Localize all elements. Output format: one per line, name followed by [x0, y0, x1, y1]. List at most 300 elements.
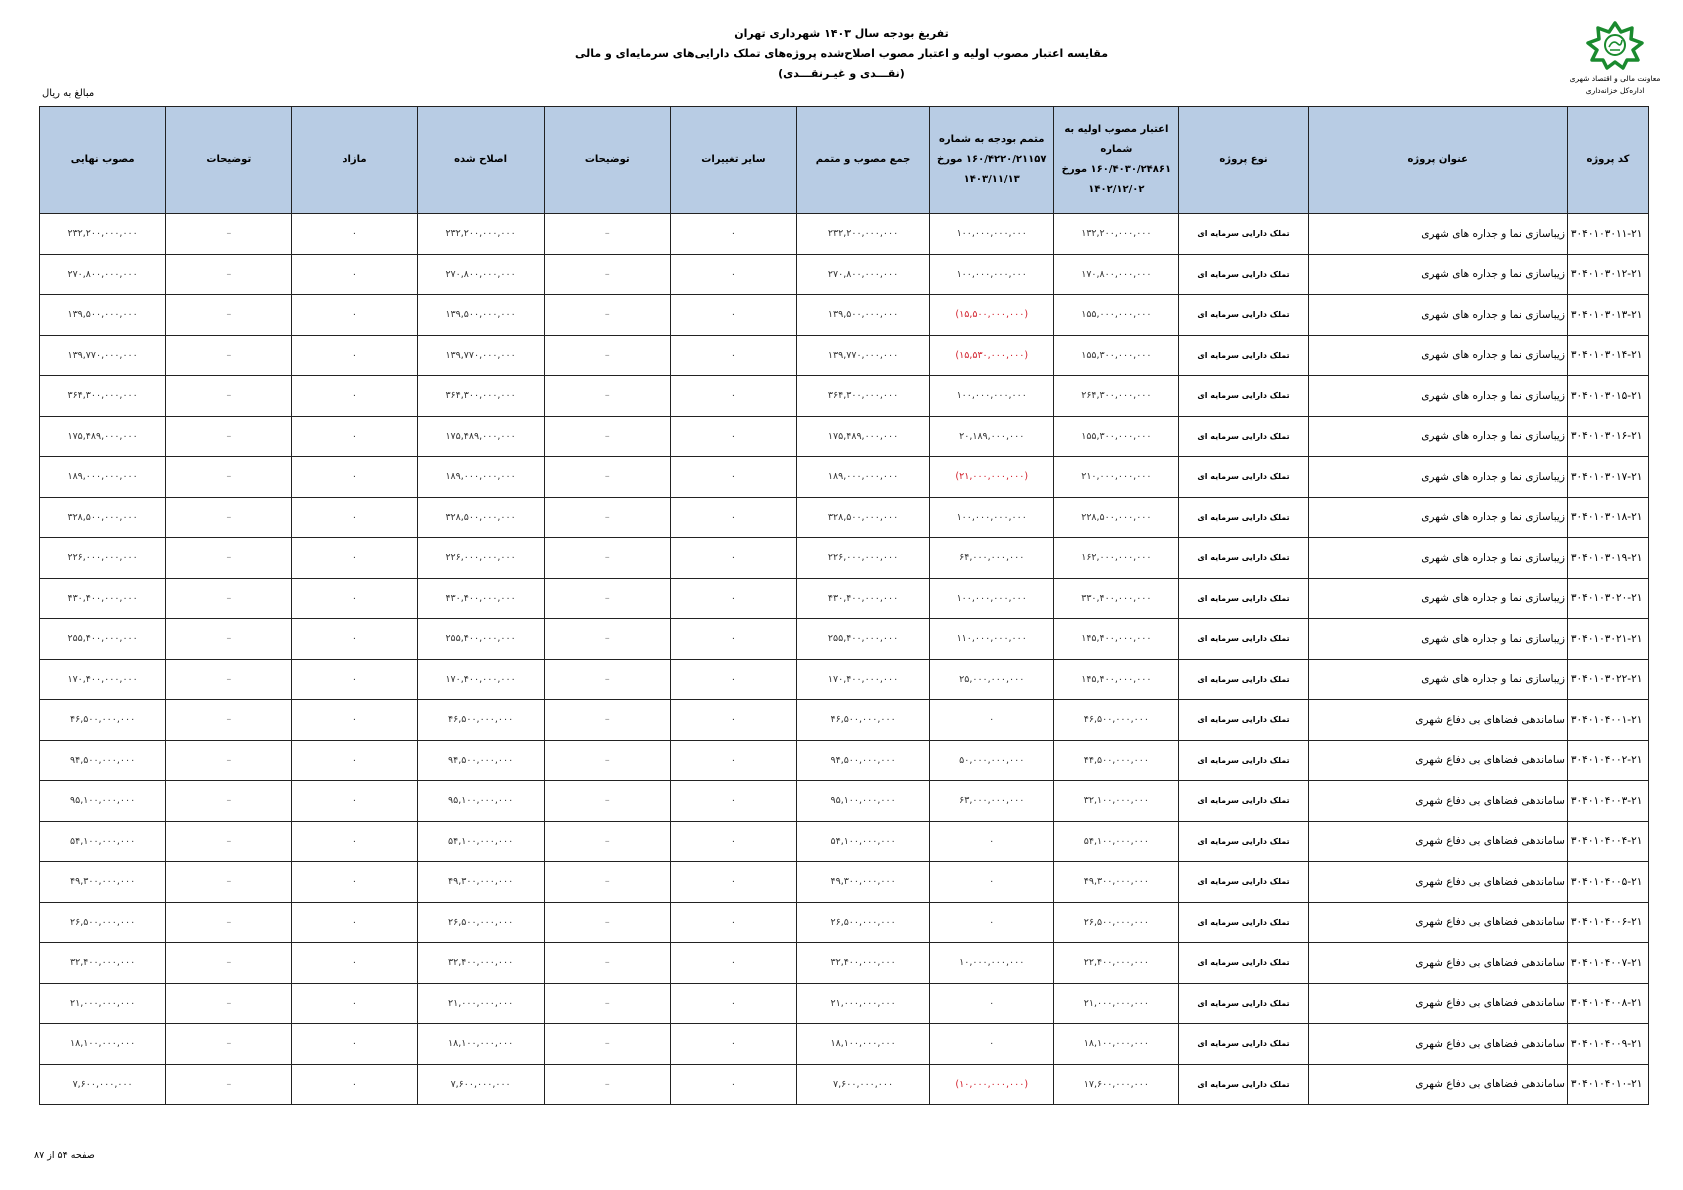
cell-surplus [292, 376, 417, 417]
project-title-value: ساماندهی فضاهای بی دفاع شهری [1415, 1078, 1565, 1091]
cell-other-changes [670, 254, 796, 295]
cell-notes [544, 659, 670, 700]
supplement-value: ۶۳,۰۰۰,۰۰۰,۰۰۰ [959, 795, 1025, 807]
table-row [40, 781, 1649, 822]
table-row [40, 943, 1649, 984]
surplus-value: ۰ [351, 228, 358, 240]
cell-approved-plus-supplement [797, 335, 930, 376]
final-approved-value: ۴۳۰,۴۰۰,۰۰۰,۰۰۰ [67, 592, 138, 604]
cell-project-title [1308, 862, 1567, 903]
surplus-value: ۰ [351, 916, 358, 928]
cell-project-code [1567, 943, 1648, 984]
logo-line-1: معاونت مالی و اقتصاد شهری [1569, 74, 1661, 83]
cell-other-changes [670, 295, 796, 336]
column-header-line: ۱۴۰۲/۱۲/۰۲ [1088, 184, 1145, 195]
notes-value: – [604, 957, 610, 969]
cell-surplus [292, 497, 417, 538]
cell-notes-2 [166, 335, 292, 376]
project-code-value: ۳۰۴۰۱۰۳۰۱۷-۲۱ [1570, 470, 1643, 483]
other-changes-value: ۰ [730, 633, 736, 645]
cell-final-approved [40, 376, 166, 417]
cell-other-changes [670, 1024, 796, 1065]
cell-initial-approved [1054, 781, 1179, 822]
column-header-other-changes: سایر تغییرات [670, 107, 796, 214]
cell-notes [544, 1064, 670, 1105]
notes-value: – [604, 511, 610, 523]
cell-notes [544, 376, 670, 417]
supplement-value: ۱۰,۰۰۰,۰۰۰,۰۰۰ [959, 957, 1025, 969]
approved-plus-supplement-value: ۱۷۰,۴۰۰,۰۰۰,۰۰۰ [827, 673, 899, 685]
notes-2-value: – [226, 633, 232, 645]
cell-project-type [1179, 821, 1308, 862]
cell-project-type [1179, 376, 1308, 417]
cell-project-type [1179, 1064, 1308, 1105]
cell-notes-2 [166, 457, 292, 498]
cell-surplus [292, 983, 417, 1024]
initial-approved-value: ۱۷,۶۰۰,۰۰۰,۰۰۰ [1083, 1078, 1149, 1090]
cell-other-changes [670, 700, 796, 741]
cell-surplus [292, 578, 417, 619]
cell-notes [544, 578, 670, 619]
supplement-value: ۱۰۰,۰۰۰,۰۰۰,۰۰۰ [956, 390, 1027, 402]
surplus-value: ۰ [351, 835, 358, 847]
cell-other-changes [670, 497, 796, 538]
notes-value: – [604, 228, 610, 240]
table-header-row [40, 107, 1649, 214]
cell-project-code [1567, 376, 1648, 417]
notes-2-value: – [226, 1078, 232, 1090]
cell-supplement [930, 821, 1054, 862]
cell-other-changes [670, 781, 796, 822]
project-code-value: ۳۰۴۰۱۰۴۰۰۴-۲۱ [1570, 835, 1643, 848]
cell-project-type [1179, 740, 1308, 781]
surplus-value: ۰ [351, 390, 358, 402]
other-changes-value: ۰ [730, 754, 736, 766]
cell-project-title [1308, 538, 1567, 579]
cell-notes-2 [166, 659, 292, 700]
cell-notes [544, 619, 670, 660]
table-row [40, 821, 1649, 862]
final-approved-value: ۲۶,۵۰۰,۰۰۰,۰۰۰ [70, 916, 136, 928]
notes-2-value: – [226, 511, 232, 523]
cell-approved-plus-supplement [797, 1064, 930, 1105]
cell-approved-plus-supplement [797, 295, 930, 336]
cell-amended [417, 538, 544, 579]
cell-supplement [930, 1024, 1054, 1065]
currency-unit-note: مبالغ به ریال [42, 88, 95, 99]
approved-plus-supplement-value: ۲۲۶,۰۰۰,۰۰۰,۰۰۰ [827, 552, 899, 564]
budget-comparison-table [39, 106, 1649, 1105]
cell-approved-plus-supplement [797, 943, 930, 984]
initial-approved-value: ۱۵۵,۰۰۰,۰۰۰,۰۰۰ [1081, 309, 1152, 321]
cell-notes [544, 416, 670, 457]
cell-amended [417, 781, 544, 822]
approved-plus-supplement-value: ۹۴,۵۰۰,۰۰۰,۰۰۰ [830, 754, 896, 766]
supplement-value: ۱۰۰,۰۰۰,۰۰۰,۰۰۰ [956, 511, 1027, 523]
project-title-value: زیباسازی نما و جداره های شهری [1421, 673, 1565, 686]
project-type-value: تملک دارایی سرمایه ای [1197, 836, 1290, 846]
table-row [40, 497, 1649, 538]
municipality-logo [1560, 20, 1670, 95]
surplus-value: ۰ [351, 592, 358, 604]
column-header-notes-2: توضیحات [166, 107, 292, 214]
approved-plus-supplement-value: ۴۹,۳۰۰,۰۰۰,۰۰۰ [830, 876, 896, 888]
table-row [40, 416, 1649, 457]
cell-notes [544, 214, 670, 255]
cell-approved-plus-supplement [797, 578, 930, 619]
table-row [40, 538, 1649, 579]
initial-approved-value: ۲۶۴,۳۰۰,۰۰۰,۰۰۰ [1081, 390, 1152, 402]
cell-approved-plus-supplement [797, 497, 930, 538]
surplus-value: ۰ [351, 876, 358, 888]
final-approved-value: ۲۷۰,۸۰۰,۰۰۰,۰۰۰ [67, 268, 138, 280]
project-title-value: ساماندهی فضاهای بی دفاع شهری [1415, 997, 1565, 1010]
cell-supplement [930, 659, 1054, 700]
initial-approved-value: ۳۳۰,۴۰۰,۰۰۰,۰۰۰ [1081, 592, 1152, 604]
cell-notes [544, 1024, 670, 1065]
initial-approved-value: ۴۴,۵۰۰,۰۰۰,۰۰۰ [1083, 754, 1149, 766]
cell-notes-2 [166, 983, 292, 1024]
cell-notes [544, 902, 670, 943]
project-type-value: تملک دارایی سرمایه ای [1197, 796, 1290, 806]
cell-final-approved [40, 659, 166, 700]
project-title-value: زیباسازی نما و جداره های شهری [1421, 470, 1565, 483]
table-row [40, 902, 1649, 943]
cell-initial-approved [1054, 335, 1179, 376]
supplement-value: ۲۵,۰۰۰,۰۰۰,۰۰۰ [959, 673, 1025, 685]
cell-project-title [1308, 781, 1567, 822]
amended-value: ۱۷۰,۴۰۰,۰۰۰,۰۰۰ [445, 673, 516, 685]
notes-value: – [604, 1038, 610, 1050]
project-code-value: ۳۰۴۰۱۰۴۰۱۰-۲۱ [1570, 1078, 1643, 1091]
cell-supplement [930, 740, 1054, 781]
supplement-value: ۰ [989, 714, 995, 726]
notes-value: – [604, 754, 610, 766]
other-changes-value: ۰ [730, 997, 736, 1009]
cell-project-title [1308, 214, 1567, 255]
column-header-approved-plus-supplement: جمع مصوب و متمم [797, 107, 930, 214]
surplus-value: ۰ [351, 795, 358, 807]
cell-supplement [930, 214, 1054, 255]
supplement-value: (۱۵,۵۳۰,۰۰۰,۰۰۰) [955, 349, 1029, 361]
cell-amended [417, 862, 544, 903]
cell-project-type [1179, 781, 1308, 822]
cell-project-type [1179, 335, 1308, 376]
cell-notes-2 [166, 781, 292, 822]
cell-notes-2 [166, 700, 292, 741]
column-header-line: ۱۴۰۳/۱۱/۱۳ [963, 174, 1020, 185]
cell-amended [417, 943, 544, 984]
cell-project-type [1179, 214, 1308, 255]
cell-project-code [1567, 214, 1648, 255]
cell-amended [417, 1064, 544, 1105]
cell-other-changes [670, 214, 796, 255]
other-changes-value: ۰ [730, 835, 736, 847]
column-header-initial-approved [1054, 107, 1179, 214]
initial-approved-value: ۱۳۲,۲۰۰,۰۰۰,۰۰۰ [1081, 228, 1152, 240]
cell-project-title [1308, 983, 1567, 1024]
cell-project-title [1308, 497, 1567, 538]
project-code-value: ۳۰۴۰۱۰۳۰۲۰-۲۱ [1570, 592, 1643, 605]
table-row [40, 740, 1649, 781]
notes-value: – [604, 1078, 610, 1090]
amended-value: ۲۵۵,۴۰۰,۰۰۰,۰۰۰ [445, 633, 516, 645]
cell-supplement [930, 457, 1054, 498]
amended-value: ۱۳۹,۵۰۰,۰۰۰,۰۰۰ [445, 309, 516, 321]
project-code-value: ۳۰۴۰۱۰۴۰۰۲-۲۱ [1570, 754, 1643, 767]
column-header-line: متمم بودجه به شماره [938, 134, 1045, 145]
other-changes-value: ۰ [730, 592, 736, 604]
project-title-value: زیباسازی نما و جداره های شهری [1421, 511, 1565, 524]
cell-notes-2 [166, 254, 292, 295]
cell-surplus [292, 254, 417, 295]
other-changes-value: ۰ [730, 673, 736, 685]
cell-surplus [292, 700, 417, 741]
cell-approved-plus-supplement [797, 700, 930, 741]
approved-plus-supplement-value: ۴۳۰,۴۰۰,۰۰۰,۰۰۰ [827, 592, 899, 604]
final-approved-value: ۱۷۰,۴۰۰,۰۰۰,۰۰۰ [67, 673, 138, 685]
cell-final-approved [40, 578, 166, 619]
surplus-value: ۰ [351, 714, 358, 726]
cell-notes-2 [166, 740, 292, 781]
amended-value: ۴۳۰,۴۰۰,۰۰۰,۰۰۰ [445, 592, 516, 604]
cell-project-type [1179, 659, 1308, 700]
cell-amended [417, 295, 544, 336]
cell-surplus [292, 821, 417, 862]
initial-approved-value: ۲۱۰,۰۰۰,۰۰۰,۰۰۰ [1081, 471, 1152, 483]
logo-line-2: اداره‌کل خزانه‌داری [1585, 86, 1645, 95]
notes-value: – [604, 471, 610, 483]
cell-notes-2 [166, 862, 292, 903]
page-number: صفحه ۵۴ از ۸۷ [34, 1150, 95, 1161]
cell-approved-plus-supplement [797, 457, 930, 498]
cell-notes [544, 943, 670, 984]
cell-other-changes [670, 457, 796, 498]
table-row [40, 295, 1649, 336]
approved-plus-supplement-value: ۲۳۲,۲۰۰,۰۰۰,۰۰۰ [827, 228, 899, 240]
surplus-value: ۰ [351, 673, 358, 685]
cell-surplus [292, 659, 417, 700]
project-type-value: تملک دارایی سرمایه ای [1197, 877, 1290, 887]
other-changes-value: ۰ [730, 916, 736, 928]
cell-project-type [1179, 1024, 1308, 1065]
final-approved-value: ۲۲۶,۰۰۰,۰۰۰,۰۰۰ [67, 552, 138, 564]
cell-amended [417, 821, 544, 862]
surplus-value: ۰ [351, 1078, 358, 1090]
cell-surplus [292, 538, 417, 579]
cell-surplus [292, 335, 417, 376]
notes-value: – [604, 916, 610, 928]
supplement-value: ۱۱۰,۰۰۰,۰۰۰,۰۰۰ [956, 633, 1027, 645]
cell-project-code [1567, 1024, 1648, 1065]
cell-notes [544, 740, 670, 781]
cell-project-code [1567, 1064, 1648, 1105]
cell-approved-plus-supplement [797, 862, 930, 903]
cell-initial-approved [1054, 619, 1179, 660]
cell-project-title [1308, 295, 1567, 336]
project-title-value: ساماندهی فضاهای بی دفاع شهری [1415, 794, 1565, 807]
notes-2-value: – [226, 1038, 232, 1050]
table-row [40, 335, 1649, 376]
cell-project-title [1308, 335, 1567, 376]
final-approved-value: ۵۴,۱۰۰,۰۰۰,۰۰۰ [70, 835, 136, 847]
amended-value: ۴۶,۵۰۰,۰۰۰,۰۰۰ [448, 714, 514, 726]
approved-plus-supplement-value: ۱۷۵,۴۸۹,۰۰۰,۰۰۰ [827, 430, 899, 442]
cell-project-code [1567, 862, 1648, 903]
other-changes-value: ۰ [730, 795, 736, 807]
final-approved-value: ۲۵۵,۴۰۰,۰۰۰,۰۰۰ [67, 633, 138, 645]
cell-surplus [292, 619, 417, 660]
final-approved-value: ۳۶۴,۳۰۰,۰۰۰,۰۰۰ [67, 390, 138, 402]
other-changes-value: ۰ [730, 714, 736, 726]
column-header-line: ۱۶۰/۴۲۲۰/۲۱۱۵۷ مورخ [937, 154, 1047, 165]
cell-amended [417, 902, 544, 943]
cell-other-changes [670, 902, 796, 943]
cell-approved-plus-supplement [797, 902, 930, 943]
cell-supplement [930, 578, 1054, 619]
cell-notes [544, 457, 670, 498]
column-header-amended: اصلاح شده [417, 107, 544, 214]
notes-2-value: – [226, 876, 232, 888]
project-title-value: زیباسازی نما و جداره های شهری [1421, 551, 1565, 564]
cell-project-title [1308, 254, 1567, 295]
cell-notes [544, 497, 670, 538]
cell-final-approved [40, 1024, 166, 1065]
cell-other-changes [670, 862, 796, 903]
cell-supplement [930, 497, 1054, 538]
cell-final-approved [40, 700, 166, 741]
final-approved-value: ۴۶,۵۰۰,۰۰۰,۰۰۰ [70, 714, 136, 726]
approved-plus-supplement-value: ۱۳۹,۵۰۰,۰۰۰,۰۰۰ [827, 309, 899, 321]
project-type-value: تملک دارایی سرمایه ای [1197, 634, 1290, 644]
document-subtitle: مقایسه اعتبار مصوب اولیه و اعتبار مصوب اصلاح‌شده پروژه‌های تملک دارایی‌های سرمایه‌ای و مالی [574, 47, 1109, 60]
final-approved-value: ۱۸۹,۰۰۰,۰۰۰,۰۰۰ [67, 471, 138, 483]
project-code-value: ۳۰۴۰۱۰۴۰۰۶-۲۱ [1570, 916, 1643, 929]
project-title-value: زیباسازی نما و جداره های شهری [1421, 632, 1565, 645]
notes-value: – [604, 835, 610, 847]
cell-project-code [1567, 781, 1648, 822]
cell-notes [544, 295, 670, 336]
cell-project-type [1179, 578, 1308, 619]
supplement-value: ۲۰,۱۸۹,۰۰۰,۰۰۰ [959, 430, 1025, 442]
project-title-value: ساماندهی فضاهای بی دفاع شهری [1415, 875, 1565, 888]
cell-project-title [1308, 416, 1567, 457]
initial-approved-value: ۲۶,۵۰۰,۰۰۰,۰۰۰ [1083, 916, 1149, 928]
project-title-value: زیباسازی نما و جداره های شهری [1421, 308, 1565, 321]
cell-notes [544, 538, 670, 579]
cell-project-code [1567, 538, 1648, 579]
final-approved-value: ۱۸,۱۰۰,۰۰۰,۰۰۰ [70, 1038, 136, 1050]
cell-approved-plus-supplement [797, 416, 930, 457]
approved-plus-supplement-value: ۲۷۰,۸۰۰,۰۰۰,۰۰۰ [827, 268, 899, 280]
cell-supplement [930, 295, 1054, 336]
notes-value: – [604, 997, 610, 1009]
project-type-value: تملک دارایی سرمایه ای [1197, 1039, 1290, 1049]
final-approved-value: ۲۳۲,۲۰۰,۰۰۰,۰۰۰ [67, 228, 138, 240]
cell-project-title [1308, 376, 1567, 417]
project-code-value: ۳۰۴۰۱۰۴۰۰۵-۲۱ [1570, 875, 1643, 888]
approved-plus-supplement-value: ۲۵۵,۴۰۰,۰۰۰,۰۰۰ [827, 633, 899, 645]
amended-value: ۳۶۴,۳۰۰,۰۰۰,۰۰۰ [445, 390, 516, 402]
cell-supplement [930, 1064, 1054, 1105]
cell-surplus [292, 862, 417, 903]
notes-2-value: – [226, 390, 232, 402]
project-type-value: تملک دارایی سرمایه ای [1197, 755, 1290, 765]
table-row [40, 578, 1649, 619]
initial-approved-value: ۳۲,۱۰۰,۰۰۰,۰۰۰ [1083, 795, 1149, 807]
surplus-value: ۰ [351, 754, 358, 766]
approved-plus-supplement-value: ۱۸۹,۰۰۰,۰۰۰,۰۰۰ [827, 471, 899, 483]
cell-initial-approved [1054, 902, 1179, 943]
cell-other-changes [670, 416, 796, 457]
cell-notes-2 [166, 619, 292, 660]
project-code-value: ۳۰۴۰۱۰۴۰۰۷-۲۱ [1570, 956, 1643, 969]
project-title-value: ساماندهی فضاهای بی دفاع شهری [1415, 835, 1565, 848]
notes-value: – [604, 268, 610, 280]
cell-supplement [930, 335, 1054, 376]
cell-amended [417, 335, 544, 376]
cell-final-approved [40, 740, 166, 781]
project-title-value: زیباسازی نما و جداره های شهری [1421, 592, 1565, 605]
approved-plus-supplement-value: ۳۶۴,۳۰۰,۰۰۰,۰۰۰ [827, 390, 899, 402]
cell-approved-plus-supplement [797, 781, 930, 822]
initial-approved-value: ۴۹,۳۰۰,۰۰۰,۰۰۰ [1083, 876, 1149, 888]
approved-plus-supplement-value: ۵۴,۱۰۰,۰۰۰,۰۰۰ [830, 835, 896, 847]
table-row [40, 1064, 1649, 1105]
supplement-value: ۵۰,۰۰۰,۰۰۰,۰۰۰ [959, 754, 1025, 766]
surplus-value: ۰ [351, 552, 358, 564]
cell-supplement [930, 619, 1054, 660]
project-code-value: ۳۰۴۰۱۰۳۰۱۸-۲۱ [1570, 511, 1643, 524]
project-type-value: تملک دارایی سرمایه ای [1197, 391, 1290, 401]
cell-project-code [1567, 457, 1648, 498]
cell-initial-approved [1054, 943, 1179, 984]
cell-initial-approved [1054, 1024, 1179, 1065]
project-type-value: تملک دارایی سرمایه ای [1197, 350, 1290, 360]
project-code-value: ۳۰۴۰۱۰۳۰۱۲-۲۱ [1570, 268, 1643, 281]
cell-notes [544, 700, 670, 741]
surplus-value: ۰ [351, 957, 358, 969]
column-header-final-approved: مصوب نهایی [40, 107, 166, 214]
cell-amended [417, 416, 544, 457]
initial-approved-value: ۲۲,۴۰۰,۰۰۰,۰۰۰ [1083, 957, 1149, 969]
cell-surplus [292, 1024, 417, 1065]
cell-notes [544, 254, 670, 295]
project-type-value: تملک دارایی سرمایه ای [1197, 229, 1290, 239]
cell-project-title [1308, 821, 1567, 862]
table-row [40, 619, 1649, 660]
cell-other-changes [670, 659, 796, 700]
cell-surplus [292, 214, 417, 255]
table-row [40, 214, 1649, 255]
notes-2-value: – [226, 349, 232, 361]
cell-other-changes [670, 619, 796, 660]
cell-other-changes [670, 335, 796, 376]
notes-value: – [604, 876, 610, 888]
column-header-line: ۱۶۰/۴۰۳۰/۲۴۸۶۱ مورخ [1061, 164, 1172, 175]
cell-approved-plus-supplement [797, 214, 930, 255]
cell-approved-plus-supplement [797, 740, 930, 781]
surplus-value: ۰ [351, 1038, 358, 1050]
supplement-value: ۰ [989, 1038, 995, 1050]
supplement-value: ۱۰۰,۰۰۰,۰۰۰,۰۰۰ [956, 268, 1027, 280]
amended-value: ۲۲۶,۰۰۰,۰۰۰,۰۰۰ [445, 552, 516, 564]
table-row [40, 254, 1649, 295]
project-code-value: ۳۰۴۰۱۰۴۰۰۹-۲۱ [1570, 1037, 1643, 1050]
cell-other-changes [670, 376, 796, 417]
cell-initial-approved [1054, 214, 1179, 255]
cell-final-approved [40, 983, 166, 1024]
